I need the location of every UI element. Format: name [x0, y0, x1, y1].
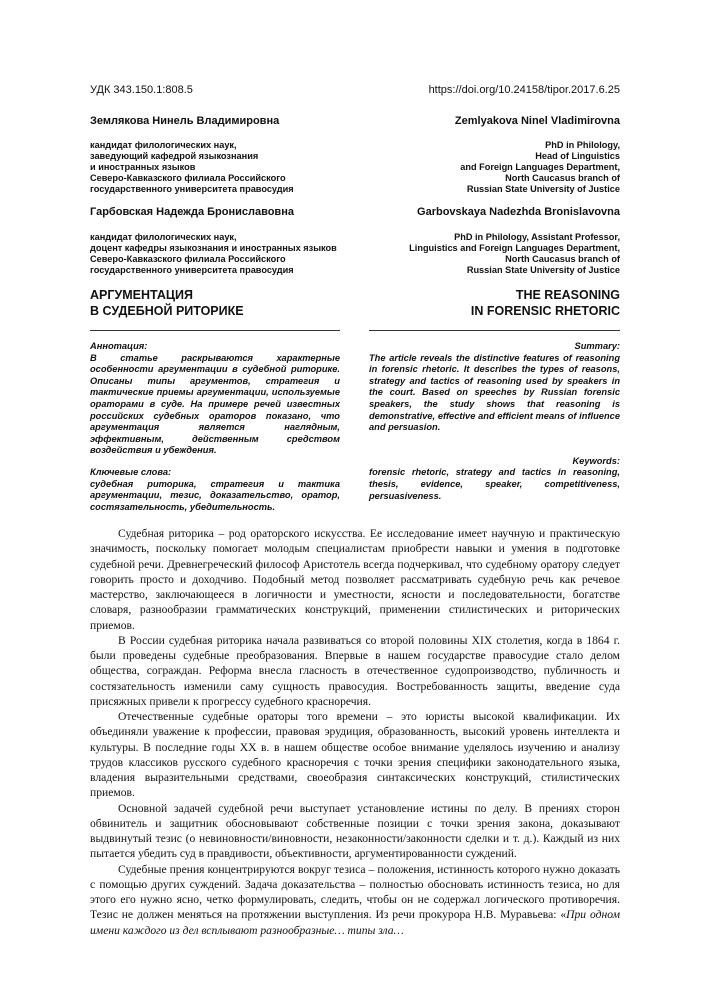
aff-line: кандидат филологических наук, — [90, 232, 237, 242]
aff-line: PhD in Philology, — [545, 140, 620, 150]
article-title-en — [471, 287, 620, 319]
author1-name-ru: Землякова Нинель Владимировна — [90, 115, 280, 127]
abstract-heading-ru: Аннотация: — [90, 341, 148, 351]
author2-name-ru: Гарбовская Надежда Брониславовна — [90, 206, 294, 218]
keywords-text-en: forensic rhetoric, strategy and tactics in reasoning, thesis, evidence, speaker, competitiveness, persuasiveness. — [369, 467, 620, 501]
quote-text: При одном имени каждого из дел всплывают разнообразные… типы зла… — [90, 908, 620, 937]
udk-code: УДК 343.150.1:808.5 — [90, 84, 193, 96]
body-paragraph: Судебная риторика – род ораторского искусства. Ее исследование имеет научную и практическую значимость, поскольку помогает молодым специалистам приобрести навыки и умения в подготовке судебной речи. Древнегреческий философ Аристотель всегда подчеркивал, что судебному оратору следует говорить просто и доходчиво. Подобный метод позволяет рассматривать судебную речь как речевое мастерство, заключающееся в логичности и уместности, ясности и последовательности, богатстве словаря, разнообразии грамматических конструкций, применении стилистических и риторических приемов. — [90, 527, 620, 632]
keywords-heading-en: Keywords: — [572, 455, 620, 466]
title-line: IN FORENSIC RHETORIC — [470, 304, 620, 318]
author1-affiliation-ru — [90, 140, 294, 195]
aff-line: Северо-Кавказского филиала Российского — [90, 173, 286, 183]
abstract-text-ru: В статье раскрываются характерные особенности аргументации в судебной риторике. Описаны типы аргументов, стратегия и тактические приемы аргументации, используемые ораторами в суде. На примере речей известных российских судебных ораторов показано, что аргументация является наглядным, эффективным, действенным средством воздействия и убеждения. — [90, 352, 340, 456]
body-paragraph — [90, 862, 620, 938]
author2-affiliation-en — [409, 232, 620, 276]
aff-line: Head of Linguistics — [535, 151, 620, 161]
author2-affiliation-ru — [90, 232, 337, 276]
author1-name-en: Zemlyakova Ninel Vladimirovna — [454, 115, 620, 127]
aff-line: и иностранных языков — [90, 162, 196, 172]
doi-link[interactable]: https://doi.org/10.24158/tipor.2017.6.25 — [428, 84, 620, 96]
body-paragraph: Отечественные судебные ораторы того времени – это юристы высокой квалификации. Их объединяли уважение к профессии, правовая эрудиция, образованность, высокий уровень интеллекта и культуры. В последние годы XX в. в нашем обществе особое внимание уделялось изучению и анализу трудов классиков русского судебного красноречия с точки зрения специфики законодательного языка, владения выразительными средствами, своеобразия синтаксических конструкций, стилистических приемов. — [90, 710, 620, 800]
aff-line: North Caucasus branch of — [505, 173, 620, 183]
keywords-heading-ru: Ключевые слова: — [90, 466, 172, 477]
abstract-en — [369, 330, 620, 502]
aff-line: заведующий кафедрой языкознания — [90, 151, 259, 161]
abstract-ru — [90, 330, 340, 513]
body-paragraph: В России судебная риторика начала развиваться со второй половины XIX столетия, когда в 1864 г. были проведены судебные преобразования. Впервые в нашем государстве правосудие стало делом общества, сограждан. Реформа внесла гласность в отечественное судопроизводство, публичность и состязательность изменили саму сущность правосудия. Востребованность защиты, введение суда присяжных привели к прогрессу судебного красноречия. — [90, 633, 620, 708]
aff-line: Russian State University of Justice — [466, 184, 620, 194]
abstract-heading-en: Summary: — [574, 341, 620, 351]
title-line: THE REASONING — [515, 288, 620, 302]
paragraph-text: Судебные прения концентрируются вокруг тезиса – положения, истинность которого нужно доказать с помощью других суждений. Задача доказательства – полностью обосновать истинность тезиса, но для этого его нужно ясно, четко формулировать, следить, чтобы он не содержал логического противоречия. Тезис не должен меняться на протяжении выступления. Из речи прокурора Н.В. Муравьева: « — [90, 862, 620, 922]
title-line: В СУДЕБНОЙ РИТОРИКЕ — [90, 304, 244, 318]
aff-line: North Caucasus branch of — [505, 254, 620, 264]
aff-line: государственного университета правосудия — [90, 265, 294, 275]
aff-line: доцент кафедры языкознания и иностранных языков — [90, 243, 337, 253]
keywords-text-ru: судебная риторика, стратегия и тактика аргументации, тезис, доказательство, оратор, состязательность, убедительность. — [90, 478, 340, 512]
article-title-ru — [90, 287, 244, 319]
aff-line: Северо-Кавказского филиала Российского — [90, 254, 286, 264]
body-paragraph: Основной задачей судебной речи выступает установление истины по делу. В прениях сторон обвинитель и защитник обосновывают собственные позиции с точки зрения закона, доказывают выдвинутый тезис (о невиновности/виновности, незаконности/законности сделки и т. д.). Каждый из них пытается убедить суд в правдивости, объективности, аргументированности суждений. — [90, 801, 620, 861]
author2-name-en: Garbovskaya Nadezhda Bronislavovna — [417, 206, 620, 218]
article-body — [90, 526, 620, 938]
aff-line: государственного университета правосудия — [90, 184, 294, 194]
aff-line: кандидат филологических наук, — [90, 140, 237, 150]
aff-line: and Foreign Languages Department, — [460, 162, 620, 172]
aff-line: Russian State University of Justice — [466, 265, 620, 275]
title-line: АРГУМЕНТАЦИЯ — [90, 288, 193, 302]
author1-affiliation-en — [460, 140, 620, 195]
aff-line: PhD in Philology, Assistant Professor, — [454, 232, 620, 242]
aff-line: Linguistics and Foreign Languages Department, — [409, 243, 620, 253]
abstract-text-en: The article reveals the distinctive features of reasoning in forensic rhetoric. It describes the types of reasons, strategy and tactics of reasoning used by speakers in the court. Based on speeches by Russian forensic speakers, the study shows that reasoning is demonstrative, effective and efficient means of influence and persuasion. — [369, 352, 620, 433]
